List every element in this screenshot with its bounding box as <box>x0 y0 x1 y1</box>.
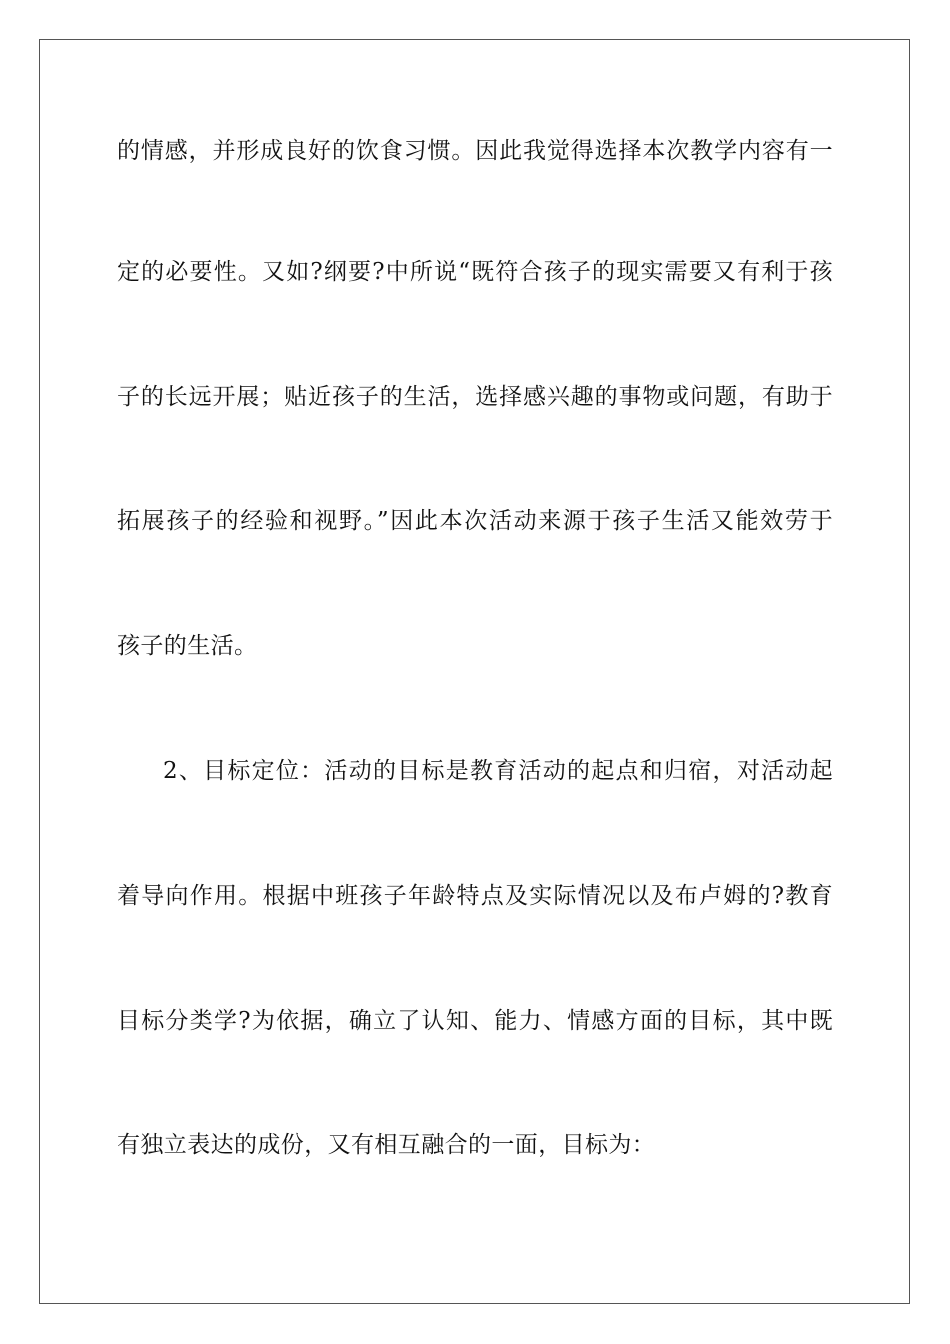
paragraph-line: 目标分类学?为依据，确立了认知、能力、情感方面的目标，其中既 <box>117 1008 833 1034</box>
paragraph-line: 定的必要性。又如?纲要?中所说“既符合孩子的现实需要又有利于孩 <box>117 259 833 285</box>
paragraph-line: 着导向作用。根据中班孩子年龄特点及实际情况以及布卢姆的?教育 <box>117 883 833 909</box>
paragraph-line: 拓展孩子的经验和视野。”因此本次活动来源于孩子生活又能效劳于 <box>117 508 833 534</box>
page-frame <box>39 39 910 1304</box>
paragraph-line: 2、目标定位：活动的目标是教育活动的起点和归宿，对活动起 <box>163 758 833 784</box>
paragraph-line: 的情感，并形成良好的饮食习惯。因此我觉得选择本次教学内容有一 <box>117 138 833 164</box>
paragraph-line: 孩子的生活。 <box>117 633 258 659</box>
paragraph-line: 子的长远开展；贴近孩子的生活，选择感兴趣的事物或问题，有助于 <box>117 384 833 410</box>
paragraph-line: 有独立表达的成份，又有相互融合的一面，目标为： <box>117 1132 656 1158</box>
